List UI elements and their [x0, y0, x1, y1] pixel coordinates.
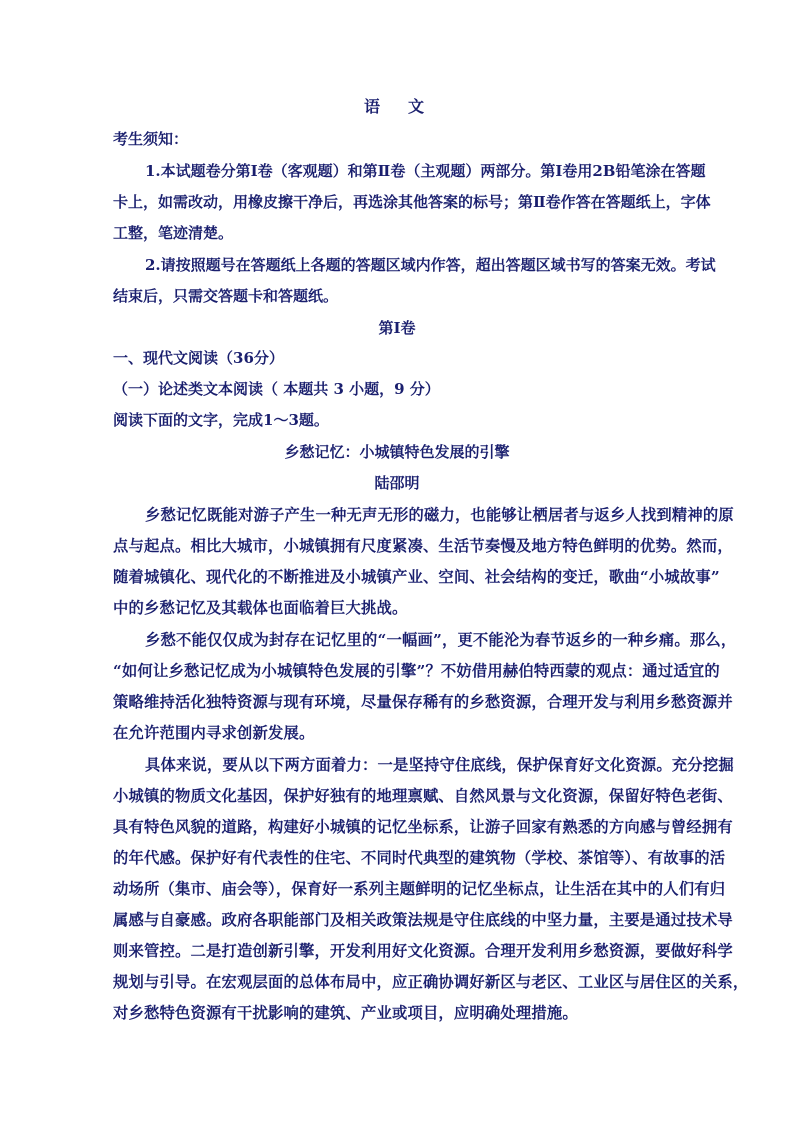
paragraph-line: 具有特色风貌的道路，构建好小城镇的记忆坐标系，让游子回家有熟悉的方向感与曾经拥有 [113, 818, 733, 836]
volume-heading: 第Ⅰ卷 [378, 319, 416, 337]
article-author: 陆邵明 [374, 474, 420, 492]
paragraph-line: 在允许范围内寻求创新发展。 [113, 724, 315, 742]
paragraph-line: 的年代感。保护好有代表性的住宅、不同时代典型的建筑物（学校、茶馆等）、有故事的活 [113, 849, 726, 867]
paragraph-line: 则来管控。二是打造创新引擎，开发利用好文化资源。合理开发利用乡愁资源，要做好科学 [113, 942, 733, 960]
notice-line: 卡上，如需改动，用橡皮擦干净后，再选涂其他答案的标号；第Ⅱ卷作答在答题纸上，字体 [113, 193, 711, 211]
notice-line: 工整，笔迹清楚。 [113, 224, 234, 242]
paragraph-line: 乡愁不能仅仅成为封存在记忆里的“一幅画”，更不能沦为春节返乡的一种乡痛。那么， [145, 631, 737, 649]
page-title: 语 文 [363, 97, 430, 116]
paragraph-line: “如何让乡愁记忆成为小城镇特色发展的引擎”？不妨借用赫伯特西蒙的观点：通过适宜的 [113, 662, 720, 680]
paragraph-line: 小城镇的物质文化基因，保护好独有的地理禀赋、自然风景与文化资源，保留好特色老街、 [113, 787, 733, 805]
paragraph-line: 随着城镇化、现代化的不断推进及小城镇产业、空间、社会结构的变迁，歌曲“小城故事” [113, 568, 720, 586]
notice-heading: 考生须知： [113, 130, 189, 148]
notice-line: 1.本试题卷分第Ⅰ卷（客观题）和第Ⅱ卷（主观题）两部分。第Ⅰ卷用2B铅笔涂在答题 [145, 162, 706, 180]
paragraph-line: 对乡愁特色资源有干扰影响的建筑、产业或项目，应明确处理措施。 [113, 1004, 578, 1022]
notice-line: 结束后，只需交答题卡和答题纸。 [113, 287, 339, 305]
subpart-heading: （一）论述类文本阅读（ 本题共 3 小题，9 分） [113, 380, 440, 398]
notice-line: 2.请按照题号在答题纸上各题的答题区域内作答，超出答题区域书写的答案无效。考试 [145, 256, 716, 274]
paragraph-line: 动场所（集市、庙会等），保育好一系列主题鲜明的记忆坐标点，让生活在其中的人们有归 [113, 880, 726, 898]
paragraph-line: 点与起点。相比大城市，小城镇拥有尺度紧凑、生活节奏慢及地方特色鲜明的优势。然而， [113, 537, 733, 555]
paragraph-line: 策略维持活化独特资源与现有环境，尽量保存稀有的乡愁资源，合理开发与利用乡愁资源并 [113, 693, 733, 711]
part-heading: 一、现代文阅读（36分） [113, 349, 284, 367]
paragraph-line: 中的乡愁记忆及其载体也面临着巨大挑战。 [113, 599, 408, 617]
paragraph-line: 具体来说，要从以下两方面着力：一是坚持守住底线，保护保育好文化资源。充分挖掘 [145, 756, 734, 774]
paragraph-line: 规划与引导。在宏观层面的总体布局中，应正确协调好新区与老区、工业区与居住区的关系， [113, 973, 749, 991]
paragraph-line: 乡愁记忆既能对游子产生一种无声无形的磁力，也能够让栖居者与返乡人找到精神的原 [145, 506, 734, 524]
paragraph-line: 属感与自豪感。政府各职能部门及相关政策法规是守住底线的中坚力量，主要是通过技术导 [113, 911, 733, 929]
instruction-text: 阅读下面的文字，完成1～3题。 [113, 411, 329, 429]
article-title: 乡愁记忆：小城镇特色发展的引擎 [284, 443, 510, 461]
